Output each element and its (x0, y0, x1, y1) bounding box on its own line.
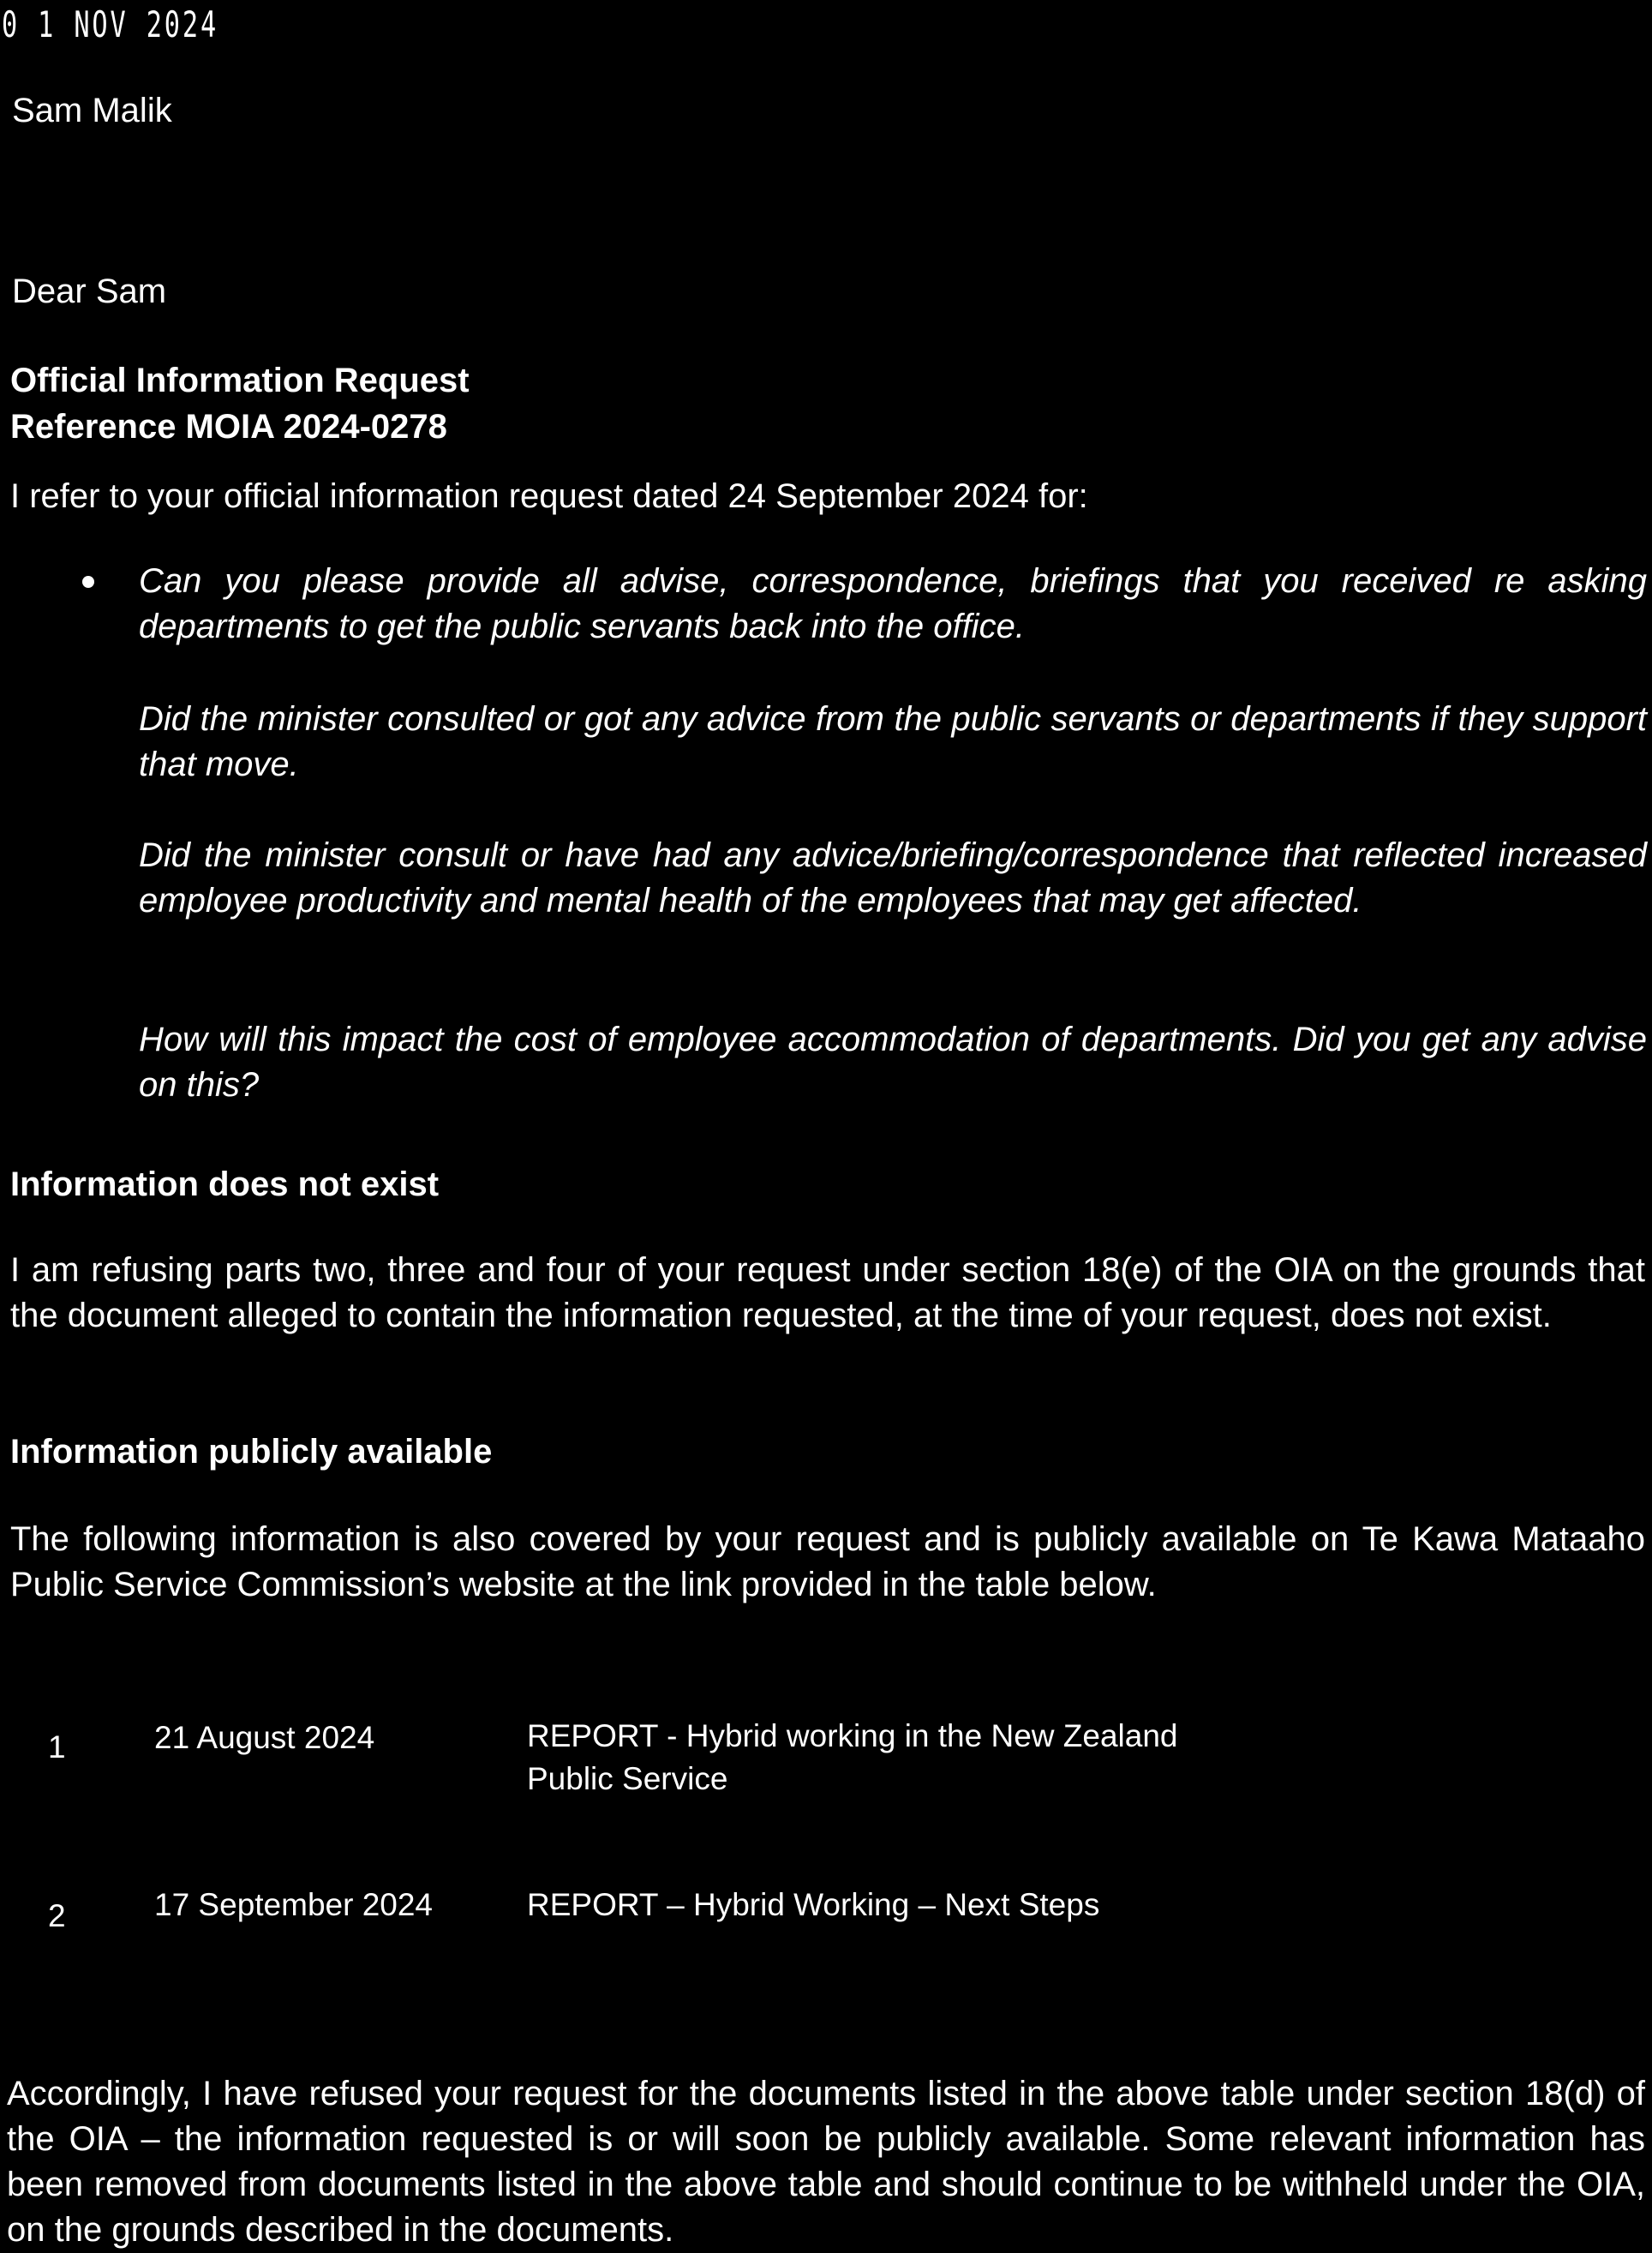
section-heading-not-exist: Information does not exist (10, 1165, 440, 1203)
request-item-4: How will this impact the cost of employee accommodation of departments. Did you get any advise on this? (139, 1021, 1647, 1104)
request-item-3: Did the minister consult or have had any advice/briefing/correspondence that reflected increased employee productivity and mental health of the employees that may get affected. (139, 836, 1647, 920)
salutation: Dear Sam (12, 273, 167, 310)
section-body-not-exist: I am refusing parts two, three and four of your request under section 18(e) of the OIA on the grounds that the document alleged to contain the information requested, at the time of your request, does not exist. (10, 1251, 1645, 1334)
row-title: REPORT - Hybrid working in the New Zealand (527, 1718, 1178, 1753)
date-stamp: 0 1 NOV 2024 (2, 3, 219, 45)
request-item-1: Can you please provide all advise, correspondence, briefings that you received re asking departments to get the public servants back into the office. (139, 562, 1647, 645)
section-heading-public: Information publicly available (10, 1433, 493, 1471)
row-number: 2 (48, 1898, 66, 1933)
row-date: 21 August 2024 (154, 1720, 375, 1755)
row-date: 17 September 2024 (154, 1887, 434, 1922)
intro-paragraph: I refer to your official information request dated 24 September 2024 for: (10, 477, 1088, 515)
subject-reference: Reference MOIA 2024-0278 (10, 408, 447, 446)
recipient-name: Sam Malik (12, 92, 172, 129)
subject-line-1: Official Information Request (10, 362, 470, 399)
section-body-public: The following information is also covered by your request and is publicly available on Te Kawa Mataaho Public Service Commission’s website at the link provided in the table below. (10, 1520, 1645, 1603)
conclusion-paragraph: Accordingly, I have refused your request for the documents listed in the above table under section 18(d) of the OIA – the information requested is or will soon be publicly available. Some relevant information has been removed from documents listed in the above table and should continue to be withheld under the OIA, on the grounds described in the documents. (7, 2075, 1645, 2249)
row-title-continued: Public Service (527, 1761, 728, 1796)
row-number: 1 (48, 1729, 66, 1765)
request-item-2: Did the minister consulted or got any advice from the public servants or departments if they support that move. (139, 700, 1647, 783)
row-title: REPORT – Hybrid Working – Next Steps (527, 1887, 1100, 1922)
bullet-icon (82, 576, 94, 588)
